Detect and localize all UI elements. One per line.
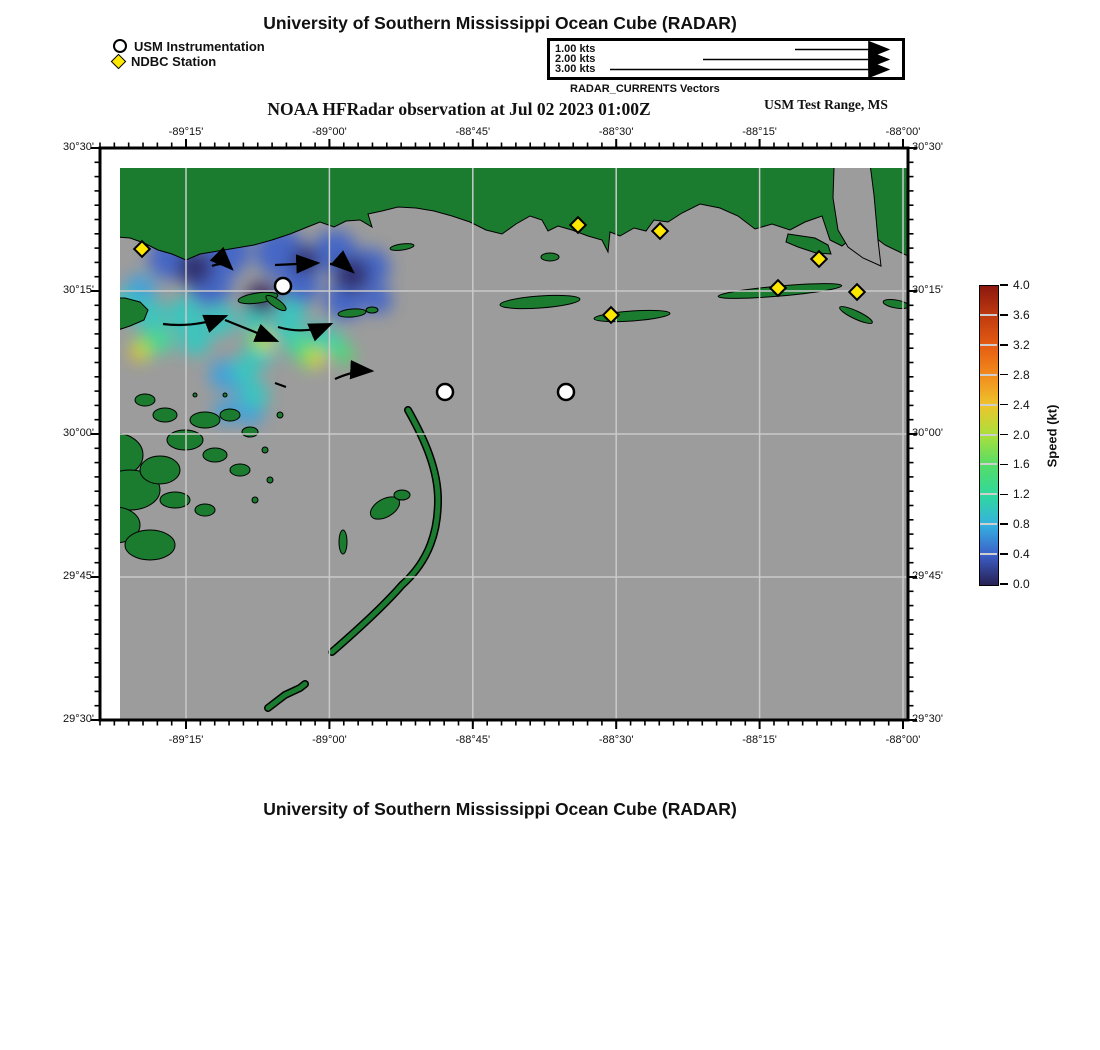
colorbar-tick-label: 4.0 (1013, 278, 1030, 292)
figure-title-top: University of Southern Mississippi Ocean Cube (RADAR) (263, 13, 737, 33)
colorbar-tick (1000, 314, 1008, 316)
speed-blob (241, 381, 269, 409)
observation-subtitle: NOAA HFRadar observation at Jul 02 2023 01:00Z (267, 99, 651, 119)
y-tick-label-left: 30°00' (63, 427, 94, 439)
colorbar-gridline (980, 553, 997, 555)
colorbar-gridline (980, 523, 997, 525)
colorbar-tick-label: 2.0 (1013, 427, 1030, 442)
x-tick-label-bottom: -88°00' (885, 734, 921, 746)
y-tick-label-right: 30°15' (912, 284, 943, 296)
y-tick-label-right: 29°30' (912, 713, 943, 725)
colorbar-tick-label: 0.0 (1013, 577, 1030, 591)
colorbar-tick-label: 0.4 (1013, 547, 1030, 562)
speed-blob (311, 352, 325, 366)
map-plot (80, 128, 928, 740)
y-tick-label-left: 30°30' (63, 141, 94, 153)
colorbar-gridline (980, 374, 997, 376)
x-tick-label-bottom: -88°30' (598, 734, 634, 746)
legend-item-ndbc (113, 54, 216, 68)
colorbar-gridline (980, 404, 997, 406)
vector-scale-box (547, 38, 905, 80)
islet (339, 530, 347, 554)
colorbar-tick (1000, 284, 1008, 286)
vector-scale-arrows (550, 41, 902, 77)
colorbar-gridline (980, 463, 997, 465)
speed-blob (231, 356, 259, 384)
colorbar-tick-label: 3.6 (1013, 307, 1030, 322)
colorbar-tick (1000, 523, 1008, 525)
x-tick-label-bottom: -89°15' (168, 734, 204, 746)
colorbar-title: Speed (kt) (1044, 404, 1060, 468)
islet (394, 490, 410, 500)
colorbar-gridline (980, 344, 997, 346)
usm-instrument-marker (437, 384, 453, 400)
colorbar-tick (1000, 553, 1008, 555)
y-tick-label-left: 30°15' (63, 284, 94, 296)
y-tick-label-right: 30°30' (912, 141, 943, 153)
colorbar-tick (1000, 464, 1008, 466)
ndbc-diamond-icon (111, 53, 127, 69)
y-tick-label-right: 30°00' (912, 427, 943, 439)
colorbar-tick-label: 2.8 (1013, 367, 1030, 382)
legend-ndbc-label: NDBC Station (131, 53, 217, 69)
vector-scale-caption: RADAR_CURRENTS Vectors (570, 83, 720, 95)
colorbar-tick (1000, 344, 1008, 346)
colorbar-tick-label: 1.6 (1013, 457, 1030, 472)
vector-scale-2kt-label: 2.00 kts (555, 53, 596, 65)
speed-blob (179, 324, 211, 356)
y-tick-label-left: 29°45' (63, 570, 94, 582)
colorbar-gridline (980, 493, 997, 495)
colorbar-tick (1000, 374, 1008, 376)
colorbar-tick (1000, 583, 1008, 585)
x-tick-label-top: -88°15' (742, 126, 777, 138)
colorbar-tick (1000, 494, 1008, 496)
speed-blob (334, 257, 370, 293)
speed-blob (291, 246, 319, 274)
colorbar-tick-label: 3.2 (1013, 337, 1030, 352)
speed-blob (132, 351, 140, 359)
x-tick-label-top: -88°45' (455, 126, 491, 138)
vector-scale-3kt-label: 3.00 kts (555, 63, 596, 75)
colorbar-gridline (980, 434, 997, 436)
colorbar-gridline (980, 314, 997, 316)
vector-scale-1kt-label: 1.00 kts (555, 43, 596, 55)
usm-instrument-marker (558, 384, 574, 400)
speed-colorbar (979, 285, 999, 586)
colorbar-tick (1000, 404, 1008, 406)
x-tick-label-bottom: -89°00' (312, 734, 347, 746)
colorbar-tick-label: 1.2 (1013, 487, 1030, 502)
usm-circle-icon (113, 39, 127, 53)
colorbar-tick-label: 2.4 (1013, 397, 1030, 412)
y-tick-label-left: 29°30' (63, 713, 94, 725)
x-tick-label-top: -88°30' (598, 126, 634, 138)
test-range-label: USM Test Range, MS (764, 97, 888, 112)
usm-instrument-marker (275, 278, 291, 294)
x-tick-label-top: -89°15' (168, 126, 204, 138)
x-tick-label-bottom: -88°15' (742, 734, 777, 746)
figure-title-bottom: University of Southern Mississippi Ocean Cube (RADAR) (263, 799, 737, 819)
x-tick-label-top: -88°00' (885, 126, 921, 138)
y-tick-label-right: 29°45' (912, 570, 943, 582)
speed-blob (204, 304, 236, 336)
colorbar-tick (1000, 434, 1008, 436)
colorbar-tick-label: 0.8 (1013, 517, 1030, 532)
legend-usm-label: USM Instrumentation (134, 38, 265, 54)
legend-item-usm (113, 39, 265, 53)
speed-blob (335, 345, 355, 365)
x-tick-label-top: -89°00' (312, 126, 347, 138)
x-tick-label-bottom: -88°45' (455, 734, 491, 746)
